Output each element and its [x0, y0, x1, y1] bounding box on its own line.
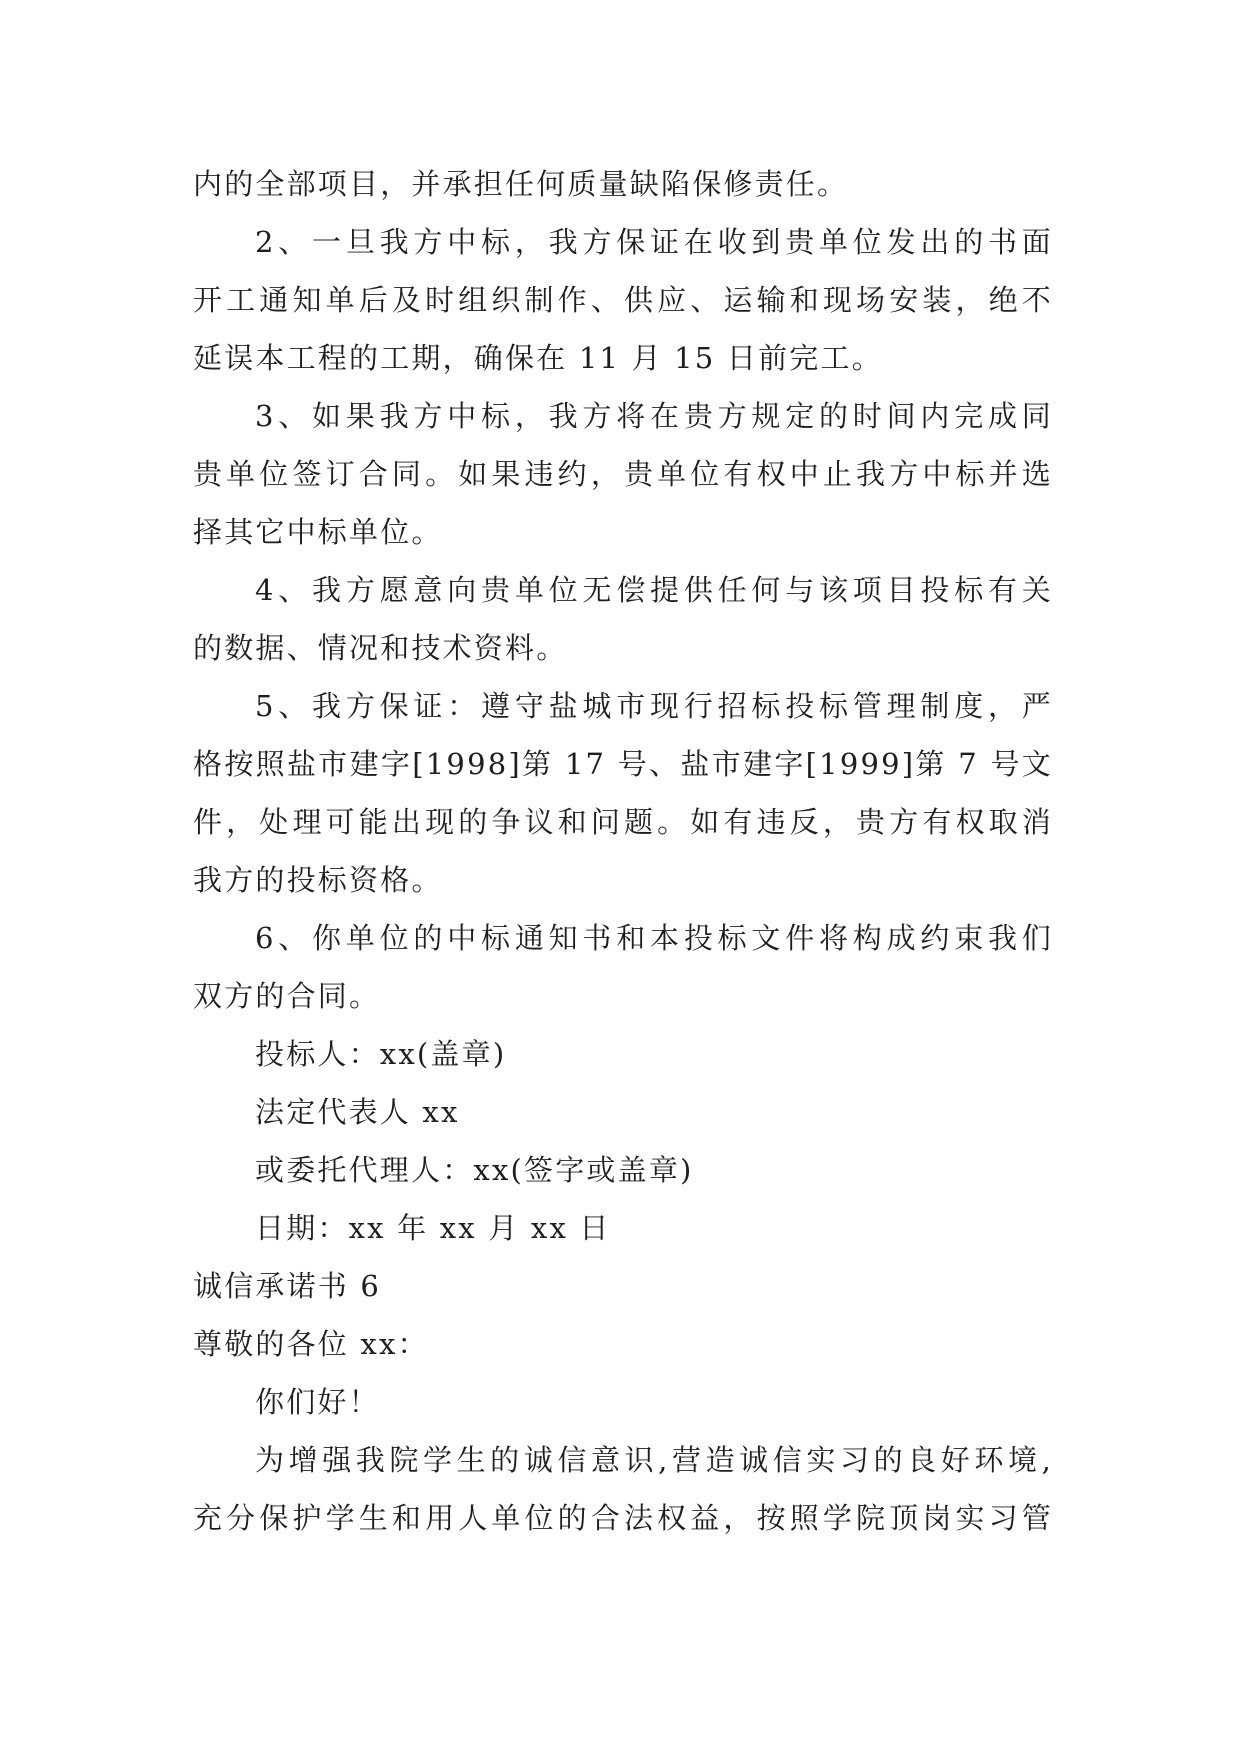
text-line: 开工通知单后及时组织制作、供应、运输和现场安装，绝不: [193, 283, 1053, 317]
signature-agent: 或委托代理人：xx(签字或盖章): [255, 1153, 694, 1187]
text-line: 4、我方愿意向贵单位无偿提供任何与该项目投标有关: [255, 573, 1053, 607]
signature-bidder: 投标人：xx(盖章): [255, 1037, 507, 1071]
signature-date: 日期：xx 年 xx 月 xx 日: [255, 1211, 611, 1245]
text-line: 6、你单位的中标通知书和本投标文件将构成约束我们: [255, 921, 1053, 955]
section-title: 诚信承诺书 6: [193, 1269, 382, 1303]
text-line: 5、我方保证：遵守盐城市现行招标投标管理制度，严: [255, 689, 1053, 723]
salutation: 尊敬的各位 xx：: [193, 1327, 429, 1361]
text-line: 的数据、情况和技术资料。: [193, 631, 568, 665]
text-line: 件，处理可能出现的争议和问题。如有违反，贵方有权取消: [193, 805, 1053, 839]
text-line: 3、如果我方中标，我方将在贵方规定的时间内完成同: [255, 399, 1053, 433]
text-line: 择其它中标单位。: [193, 515, 443, 549]
text-line: 内的全部项目，并承担任何质量缺陷保修责任。: [193, 167, 849, 201]
text-line: 充分保护学生和用人单位的合法权益，按照学院顶岗实习管: [193, 1501, 1053, 1535]
text-line: 贵单位签订合同。如果违约，贵单位有权中止我方中标并选: [193, 457, 1053, 491]
signature-legal-representative: 法定代表人 xx: [255, 1095, 460, 1129]
text-line: 格按照盐市建字[1998]第 17 号、盐市建字[1999]第 7 号文: [193, 747, 1053, 781]
text-line: 为增强我院学生的诚信意识,营造诚信实习的良好环境,: [255, 1443, 1053, 1477]
text-line: 双方的合同。: [193, 979, 381, 1013]
document-page: [193, 155, 1053, 1547]
text-line: 延误本工程的工期，确保在 11 月 15 日前完工。: [193, 341, 883, 375]
text-line: 我方的投标资格。: [193, 863, 443, 897]
greeting: 你们好！: [255, 1385, 380, 1419]
text-line: 2、一旦我方中标，我方保证在收到贵单位发出的书面: [255, 225, 1053, 259]
